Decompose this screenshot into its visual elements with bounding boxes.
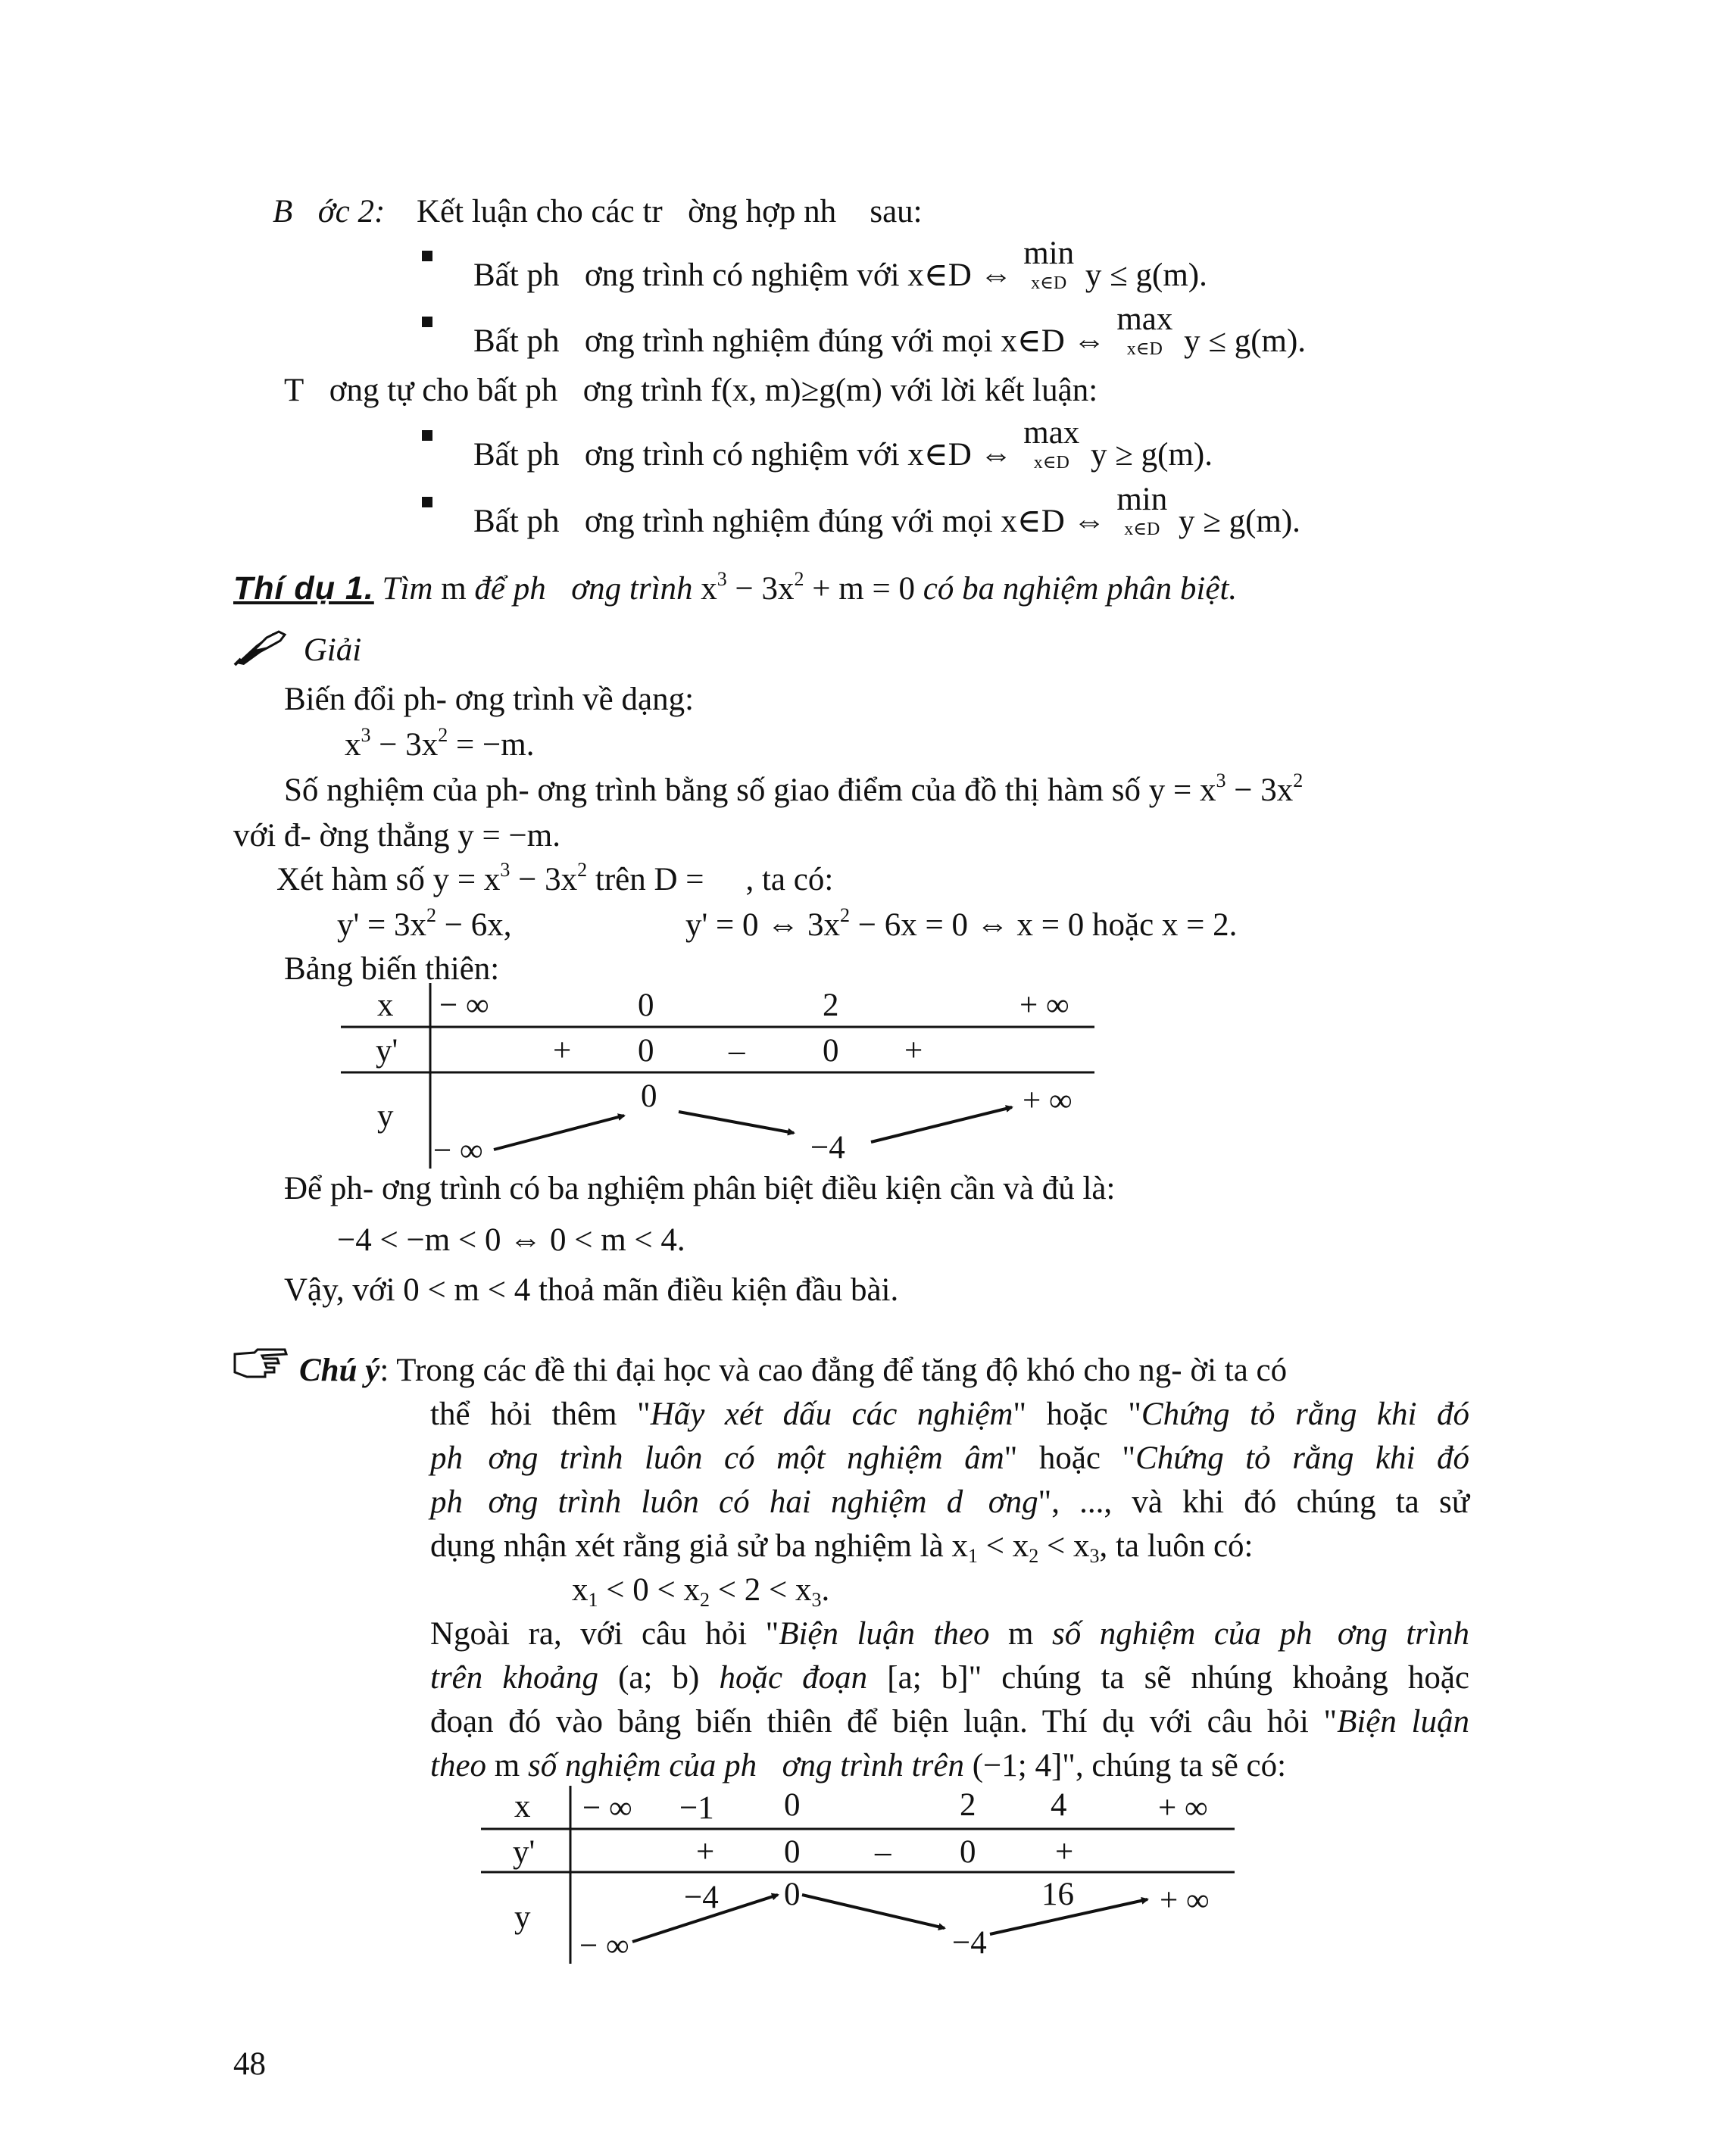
y-value: − ∞ (579, 1928, 629, 1964)
variation-table-2 (481, 1786, 1238, 1968)
row-label-x: x (377, 988, 394, 1023)
note-line-7: Ngoài ra, với câu hỏi "Biện luận theo m số nghiệm của ph ơng trình (430, 1616, 1469, 1652)
note-line-9: đoạn đó vào bảng biến thiên để biện luận. Thí dụ với câu hỏi "Biện luận (430, 1704, 1469, 1740)
bullet-text: Bất ph ơng trình có nghiệm với x∈D ⇔ (473, 437, 1013, 473)
step2-text: Kết luận cho các tr ờng hợp nh  sau: (417, 194, 923, 229)
max-operator: max x∈D (1023, 415, 1080, 473)
y-value: 0 (641, 1078, 657, 1114)
bullet-condition: y ≤ g(m). (1085, 257, 1207, 293)
bullet-condition: y ≥ g(m). (1091, 437, 1213, 473)
yprime-value: 0 (960, 1834, 976, 1870)
max-operator: max x∈D (1116, 301, 1173, 359)
row-label-x: x (514, 1789, 531, 1824)
note-line-3: ph ơng trình luôn có một nghiệm âm" hoặc "Chứng tỏ rằng khi đó (430, 1440, 1469, 1476)
bullet-marker (422, 317, 432, 327)
bullet-condition: y ≥ g(m). (1178, 504, 1300, 539)
increase-arrow (494, 1116, 624, 1150)
row-label-yprime: y' (376, 1033, 398, 1069)
x-value: 2 (823, 988, 839, 1023)
solution-line-2: $x^3 - 3x^2 = -m$. (345, 724, 535, 763)
solve-header (233, 629, 361, 670)
y-value: −4 (684, 1880, 719, 1915)
y-value: 0 (784, 1877, 801, 1912)
yprime-sign: + (904, 1033, 923, 1069)
y-value: − ∞ (433, 1133, 483, 1169)
similar-bullet-2 (473, 483, 1300, 541)
x-value: − ∞ (582, 1790, 632, 1826)
writing-hand-icon (233, 629, 288, 666)
example-heading: Thí dụ 1. (233, 570, 374, 607)
step2-label: B ớc 2: (273, 194, 386, 229)
solution-line-4: với đ- ờng thẳng y = −m. (233, 818, 560, 853)
bullet-marker (422, 251, 432, 261)
x-value: 4 (1051, 1787, 1067, 1823)
x-value: + ∞ (1019, 988, 1069, 1023)
note-line-1: Chú ý: Trong các đề thi đại học và cao đẳng để tăng độ khó cho ng- ời ta có (299, 1353, 1288, 1388)
decrease-arrow (802, 1895, 944, 1928)
note-line-8: trên khoảng (a; b) hoặc đoạn [a; b]" chúng ta sẽ nhúng khoảng hoặc (430, 1660, 1469, 1696)
note-line-4: ph ơng trình luôn có hai nghiệm d ơng", ..., và khi đó chúng ta sử (430, 1484, 1470, 1520)
yprime-value: 0 (638, 1033, 654, 1069)
x-value: 0 (638, 988, 654, 1023)
bullet-condition: y ≤ g(m). (1184, 323, 1307, 359)
similar-text: T ơng tự cho bất ph ơng trình f(x, m)≥g(m) với lời kết luận: (284, 373, 1098, 408)
row-label-y: y (377, 1098, 394, 1134)
x-value: − ∞ (439, 988, 489, 1023)
yprime-sign: + (553, 1033, 572, 1069)
y-value: + ∞ (1023, 1083, 1073, 1119)
y-value: −4 (952, 1925, 987, 1961)
solution-line-9: −4 < −m < 0 ⇔ 0 < m < 4. (337, 1222, 685, 1258)
decrease-arrow (679, 1112, 794, 1133)
x-value: + ∞ (1158, 1790, 1208, 1826)
bullet-marker (422, 497, 432, 507)
increase-arrow (871, 1107, 1012, 1142)
similar-bullet-1 (473, 417, 1213, 475)
yprime-sign: – (729, 1033, 745, 1069)
solution-line-7: Bảng biến thiên: (284, 951, 500, 987)
bullet-text: Bất ph ơng trình có nghiệm với x∈D ⇔ (473, 257, 1013, 293)
row-label-y: y (514, 1899, 531, 1935)
problem-equation: $x^3 - 3x^2 + m = 0$ (701, 568, 915, 607)
y-value: −4 (810, 1130, 845, 1166)
bullet-text: Bất ph ơng trình nghiệm đúng với mọi x∈D ⇔ (473, 323, 1106, 359)
note-line-10: theo m số nghiệm của ph ơng trình trên (−1; 4]", chúng ta sẽ có: (430, 1748, 1287, 1783)
min-operator: min x∈D (1023, 236, 1075, 293)
note-line-5: dụng nhận xét rằng giả sử ba nghiệm là $x_1 < x_2 < x_3$, ta luôn có: (430, 1528, 1254, 1567)
solution-line-1: Biến đổi ph- ơng trình về dạng: (284, 682, 695, 717)
solution-line-6a: $y' = 3x^2 - 6x$, (337, 904, 512, 943)
solution-line-6b: y' = 0 ⇔ $3x^2 - 6x = 0$ ⇔ x = 0 hoặc x = 2. (685, 904, 1238, 943)
yprime-sign: + (1055, 1834, 1074, 1870)
variation-table-1 (341, 983, 1098, 1172)
note-line-6: $x_1 < 0 < x_2 < 2 < x_3$. (572, 1572, 830, 1611)
solution-line-8: Để ph- ơng trình có ba nghiệm phân biệt điều kiện cần và đủ là: (284, 1171, 1116, 1206)
note-label: Chú ý (299, 1353, 380, 1388)
yprime-value: 0 (823, 1033, 839, 1069)
x-value: 0 (784, 1787, 801, 1823)
bullet-text: Bất ph ơng trình nghiệm đúng với mọi x∈D ⇔ (473, 504, 1106, 539)
row-label-yprime: y' (513, 1834, 535, 1870)
y-value: + ∞ (1160, 1883, 1210, 1918)
yprime-sign: + (696, 1834, 715, 1870)
solution-line-5: Xét hàm số $y = x^3 - 3x^2$ trên D =   , ta có: (276, 859, 834, 897)
yprime-value: 0 (784, 1834, 801, 1870)
y-value: 16 (1041, 1877, 1074, 1912)
step2-bullet-2 (473, 303, 1306, 361)
x-value: 2 (960, 1787, 976, 1823)
min-operator: min x∈D (1116, 482, 1168, 539)
pointing-hand-icon (232, 1347, 288, 1380)
example-problem: Thí dụ 1. Tìm m để ph ơng trình $x^3 - 3x^2 + m = 0$ có ba nghiệm phân biệt. (233, 568, 1238, 607)
note-line-2: thể hỏi thêm "Hãy xét dấu các nghiệm" hoặc "Chứng tỏ rằng khi đó (430, 1396, 1469, 1432)
page-number: 48 (233, 2046, 266, 2082)
bullet-marker (422, 430, 432, 441)
yprime-sign: – (875, 1834, 891, 1870)
solve-label: Giải (303, 632, 362, 668)
x-value: −1 (679, 1790, 714, 1826)
step2-bullet-1 (473, 237, 1207, 295)
solution-line-10: Vậy, với 0 < m < 4 thoả mãn điều kiện đầu bài. (284, 1272, 899, 1308)
solution-line-3: Số nghiệm của ph- ơng trình bằng số giao điểm của đồ thị hàm số $y = x^3 - 3x^2$ (284, 769, 1304, 808)
